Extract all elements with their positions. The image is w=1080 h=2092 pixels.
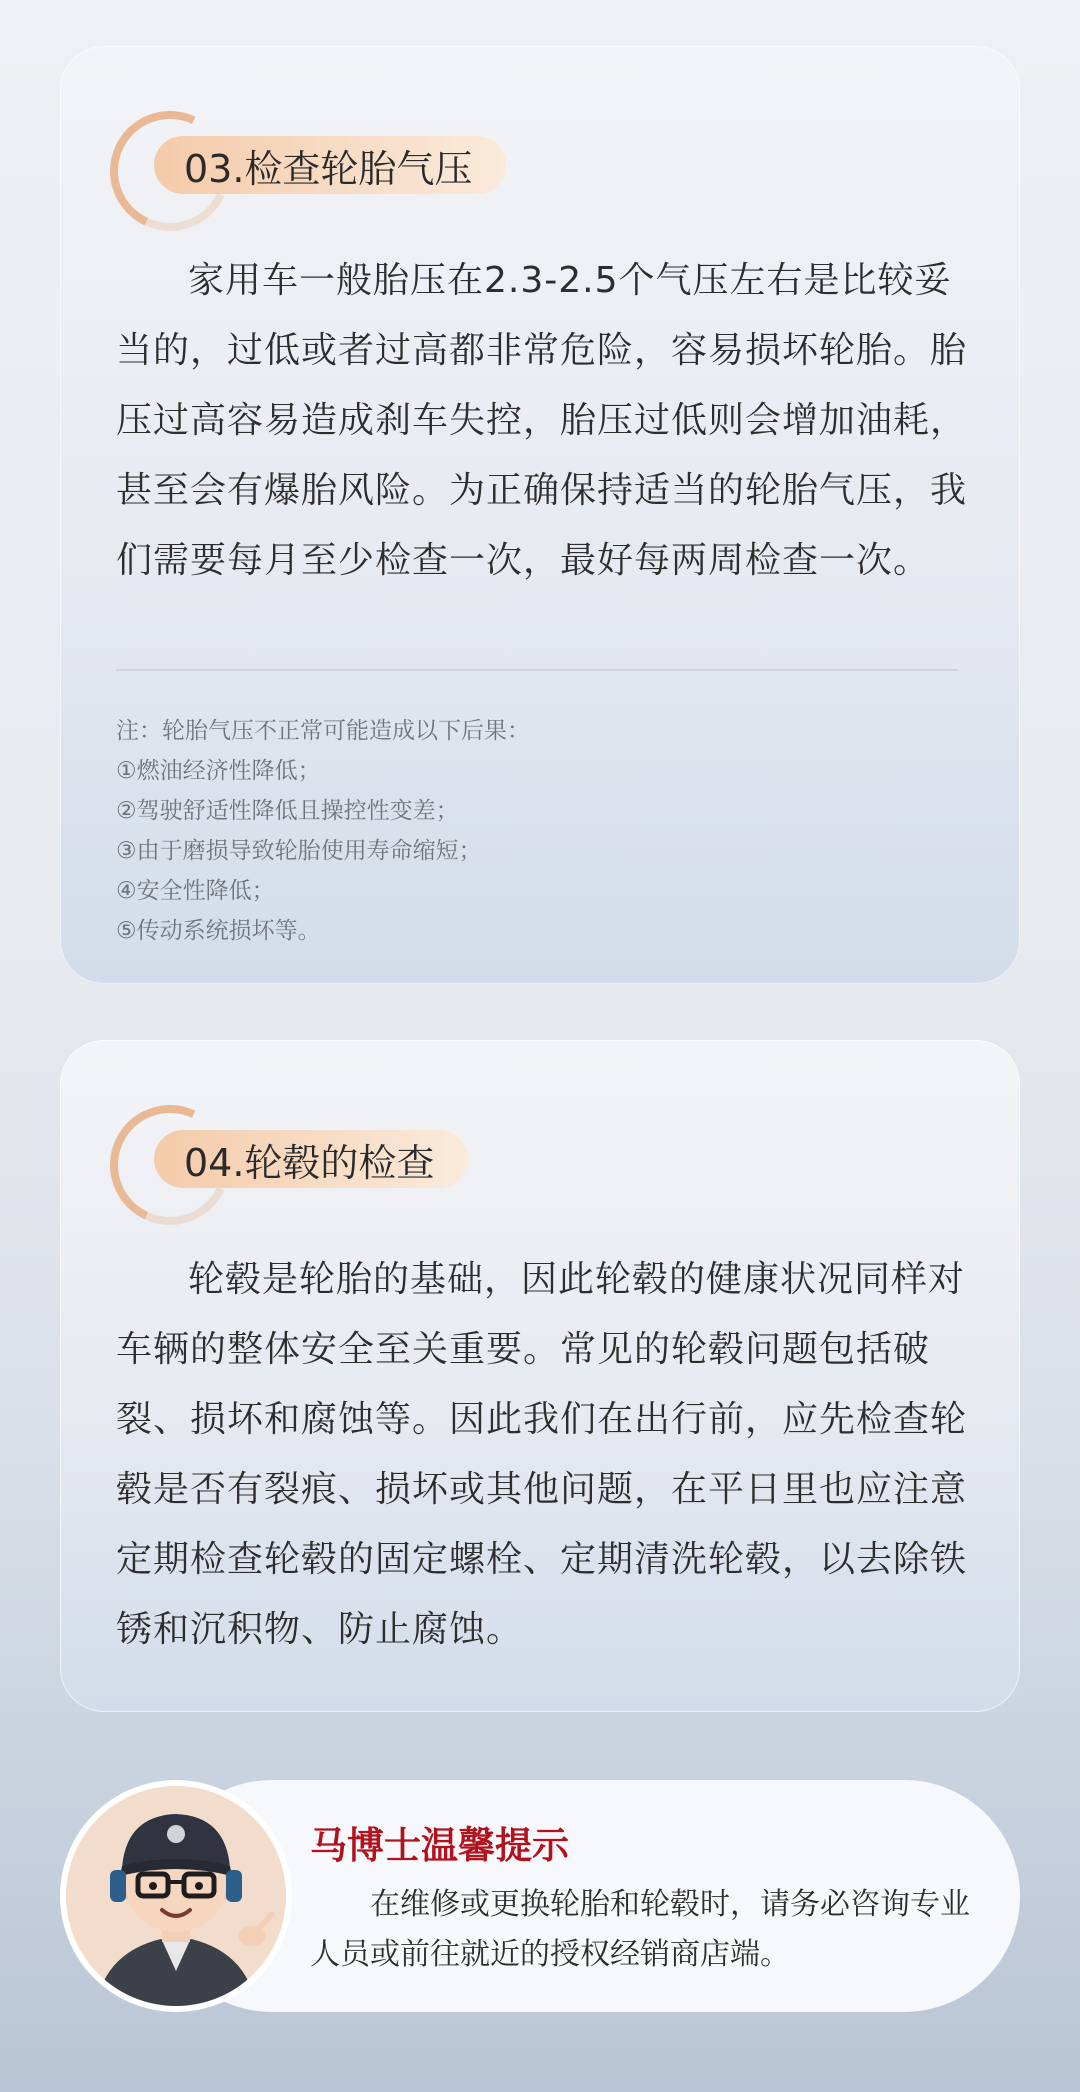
note-item: ④安全性降低； [116, 878, 275, 904]
note-heading: 注：轮胎气压不正常可能造成以下后果： [116, 718, 530, 744]
section-card-tire-pressure [60, 46, 1020, 984]
tip-title: 马博士温馨提示 [310, 1824, 569, 1867]
note-item: ⑤传动系统损坏等。 [116, 918, 321, 944]
section-heading [110, 1105, 530, 1215]
section-body: 家用车一般胎压在2.3-2.5个气压左右是比较妥当的，过低或者过高都非常危险，容易损坏轮胎。胎压过高容易造成刹车失控，胎压过低则会增加油耗，甚至会有爆胎风险。为正确保持适当的轮胎气压，我们需要每月至少检查一次，最好每两周检查一次。 [116, 260, 968, 581]
note-block [116, 711, 976, 951]
section-card-wheel-hub [60, 1040, 1020, 1712]
note-item: ②驾驶舒适性降低且操控性变差； [116, 798, 459, 824]
section-body: 轮毂是轮胎的基础，因此轮毂的健康状况同样对车辆的整体安全至关重要。常见的轮毂问题包括破裂、损坏和腐蚀等。因此我们在出行前，应先检查轮毂是否有裂痕、损坏或其他问题，在平日里也应注意定期检查轮毂的固定螺栓、定期清洗轮毂，以去除铁锈和沉积物、防止腐蚀。 [116, 1259, 968, 1650]
divider [116, 669, 958, 671]
cartoon-mechanic-avatar-icon [60, 1780, 292, 2012]
section-title: 03.检查轮胎气压 [154, 136, 506, 194]
tip-text: 在维修或更换轮胎和轮毂时，请务必咨询专业人员或前往就近的授权经销商店端。 [310, 1887, 970, 1972]
section-heading [110, 111, 530, 221]
avatar-illustration [66, 1786, 286, 2006]
note-item: ①燃油经济性降低； [116, 758, 321, 784]
section-title: 04.轮毂的检查 [154, 1130, 468, 1188]
tip-banner [60, 1780, 1020, 2012]
note-item: ③由于磨损导致轮胎使用寿命缩短； [116, 838, 482, 864]
